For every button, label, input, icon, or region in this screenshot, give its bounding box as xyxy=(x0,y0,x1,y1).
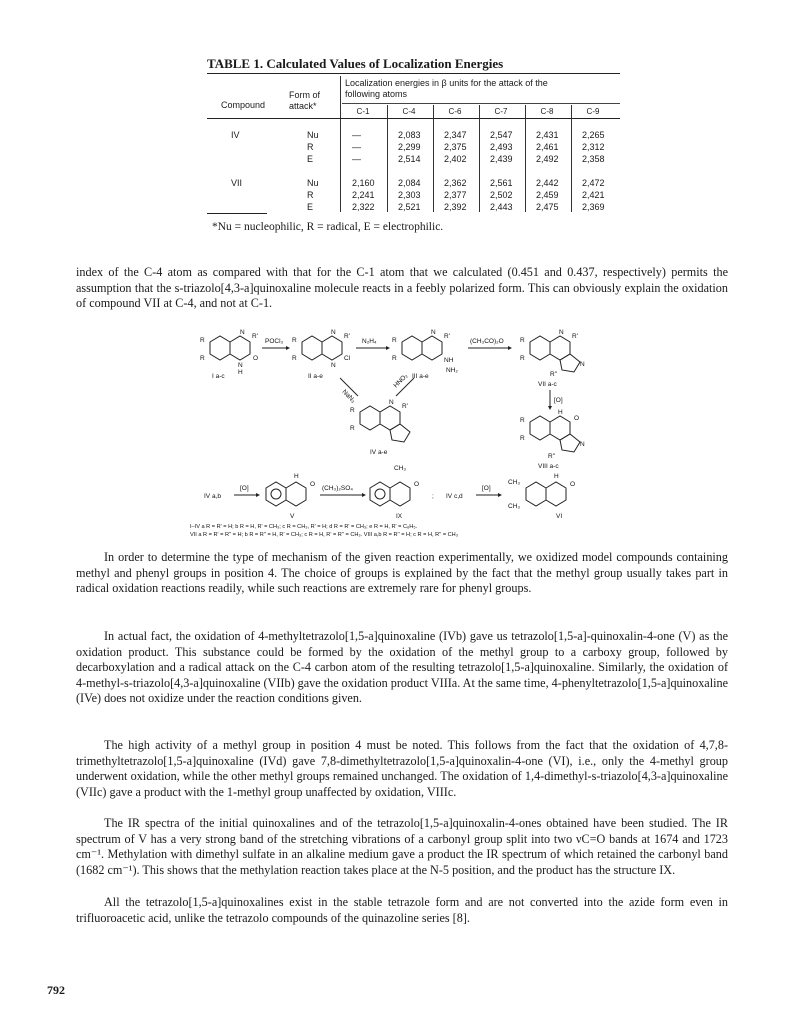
table-cell: 2,421 xyxy=(582,190,605,200)
svg-text:H: H xyxy=(294,473,299,480)
column-divider xyxy=(479,105,480,212)
reagent-ox-2: [O] xyxy=(240,485,249,492)
label-V: V xyxy=(290,513,295,520)
reagent-nan3: NaN₃ xyxy=(340,388,357,405)
table-cell: 2,322 xyxy=(352,202,375,212)
row-compound: IV xyxy=(231,130,240,140)
table-cell: 2,443 xyxy=(490,202,513,212)
svg-text:O: O xyxy=(570,481,576,488)
table-cell: 2,459 xyxy=(536,190,559,200)
svg-text:N: N xyxy=(431,329,436,336)
table-cell: 2,084 xyxy=(398,178,421,188)
reagent-pocl3: POCl₃ xyxy=(265,338,284,345)
table-cell: 2,461 xyxy=(536,142,559,152)
page-number: 792 xyxy=(47,983,65,997)
svg-text:R: R xyxy=(200,337,205,344)
reaction-scheme xyxy=(190,320,610,538)
svg-text:O: O xyxy=(414,481,420,488)
table-cell: 2,358 xyxy=(582,154,605,164)
svg-text:R: R xyxy=(520,337,525,344)
label-IV: IV a-e xyxy=(370,449,388,456)
molecule-V xyxy=(266,473,315,506)
label-VIII: VIII a-c xyxy=(538,463,559,470)
column-divider xyxy=(387,105,388,212)
svg-text:R': R' xyxy=(344,333,350,340)
paragraph-1: index of the C-4 atom as compared with that for the C-1 atom that we calculated (0.451 and 0.437, respectively) permits the assumption that the s-triazolo[4,3-a]quinoxaline molecule reacts in a feebly polarized form. This can obviously explain the oxidation of compound VII at C-4, and not at C-1. xyxy=(76,265,728,310)
table-cell: — xyxy=(352,142,361,152)
row-form: E xyxy=(307,154,314,164)
table-top-rule xyxy=(207,73,620,74)
table-cell: 2,521 xyxy=(398,202,421,212)
row-form: Nu xyxy=(307,178,319,188)
table-cell: 2,514 xyxy=(398,154,421,164)
separator: ; xyxy=(432,493,434,500)
svg-text:R': R' xyxy=(402,403,408,410)
label-II: II a-e xyxy=(308,373,323,380)
svg-text:R: R xyxy=(200,355,205,362)
svg-text:O: O xyxy=(310,481,316,488)
svg-text:N: N xyxy=(331,329,336,336)
table-cell: — xyxy=(352,130,361,140)
table-cell: 2,431 xyxy=(536,130,559,140)
molecule-VI xyxy=(508,473,575,510)
row-form: R xyxy=(307,142,314,152)
svg-text:N: N xyxy=(240,329,245,336)
svg-text:R: R xyxy=(520,435,525,442)
table-cell: 2,375 xyxy=(444,142,467,152)
table-cell: 2,303 xyxy=(398,190,421,200)
svg-text:R: R xyxy=(292,355,297,362)
table-cell: 2,493 xyxy=(490,142,513,152)
svg-text:O: O xyxy=(574,415,580,422)
table-cell: 2,265 xyxy=(582,130,605,140)
svg-text:N: N xyxy=(580,441,585,448)
svg-text:R': R' xyxy=(252,333,258,340)
svg-text:H: H xyxy=(554,473,559,480)
scheme-legend-2: VII a R = R' = R'' = H; b R = R'' = H, R' = CH₃; c R = H, R' = R'' = CH₃. VIII a,b R = R'' = H; c R = H, R'' = CH₃ xyxy=(190,532,459,538)
svg-text:N: N xyxy=(580,361,585,368)
column-divider xyxy=(433,105,434,212)
svg-text:R'': R'' xyxy=(550,371,558,378)
row-compound: VII xyxy=(231,178,243,188)
svg-text:CH₃: CH₃ xyxy=(508,479,521,486)
svg-text:R: R xyxy=(392,355,397,362)
svg-text:N: N xyxy=(389,399,394,406)
column-header: C-9 xyxy=(586,107,600,116)
label-III: III a-e xyxy=(412,373,429,380)
reagent-hno2: HNO₂ xyxy=(392,372,410,390)
molecule-VII xyxy=(520,329,585,378)
table-title: TABLE 1. Calculated Values of Localization Energies xyxy=(207,56,504,71)
svg-text:R'': R'' xyxy=(548,453,556,460)
label-IVcd: IV c,d xyxy=(446,493,463,500)
reagent-ac2o: (CH₃CO)₂O xyxy=(470,338,504,345)
table-cell: 2,362 xyxy=(444,178,467,188)
column-divider xyxy=(525,105,526,212)
svg-text:R: R xyxy=(392,337,397,344)
paragraph-3: In actual fact, the oxidation of 4-methyltetrazolo[1,5-a]quinoxaline (IVb) gave us tetrazolo[1,5-a]-quinoxalin-4-one (V) as the oxidation product. This substance could be formed by the oxidation of the methyl group to a carboxy group, followed by decarboxylation and a radical attack on the C-4 carbon atom of the resulting tetrazolo[1,5-a]quinoxaline. Similarly, the oxidation of 4-methyl-s-triazolo[4,3-a]quinoxaline (VIIb) gave the oxidation product VIIIa. At the same time, 4-phenyltetrazolo[1,5-a]quinoxaline (IVe) does not oxidize under the reaction conditions given. xyxy=(76,629,728,705)
reagent-ox-3: [O] xyxy=(482,485,491,492)
table-footnote: *Nu = nucleophilic, R = radical, E = electrophilic. xyxy=(212,221,444,233)
molecule-VIII xyxy=(520,409,585,460)
scheme-legend-1: I–IV a R = R' = H; b R = H, R' = CH₃; c R = CH₃, R' = H; d R = R' = CH₃; e R = H, R' = C₆H₅. xyxy=(190,524,418,530)
header-compound: Compound xyxy=(221,100,266,110)
table-cell: 2,472 xyxy=(582,178,605,188)
svg-text:O: O xyxy=(253,355,259,362)
column-header: C-8 xyxy=(540,107,554,116)
row-form: R xyxy=(307,190,314,200)
svg-text:R': R' xyxy=(572,333,578,340)
molecule-I xyxy=(200,329,258,376)
svg-text:CH₃: CH₃ xyxy=(394,465,407,472)
reagent-ox-1: [O] xyxy=(554,397,563,404)
svg-text:R: R xyxy=(292,337,297,344)
table-cell: 2,442 xyxy=(536,178,559,188)
label-VI: VI xyxy=(556,513,563,520)
label-IVab: IV a,b xyxy=(204,493,221,500)
row-form: E xyxy=(307,202,314,212)
header-form-line1: Form of xyxy=(289,90,321,100)
table-cell: 2,492 xyxy=(536,154,559,164)
table-cell: 2,369 xyxy=(582,202,605,212)
svg-text:NH: NH xyxy=(444,357,454,364)
header-form-line2: attack* xyxy=(289,101,317,111)
table-cell: 2,439 xyxy=(490,154,513,164)
table-cell: 2,392 xyxy=(444,202,467,212)
svg-text:R: R xyxy=(520,417,525,424)
table-cell: — xyxy=(352,154,361,164)
table-cell: 2,083 xyxy=(398,130,421,140)
header-sub-rule xyxy=(342,103,620,104)
table-cell: 2,347 xyxy=(444,130,467,140)
svg-text:Cl: Cl xyxy=(344,355,351,362)
paragraph-4: The high activity of a methyl group in position 4 must be noted. This follows from the fact that the oxidation of 4,7,8-trimethyltetrazolo[1,5-a]quinoxaline (IVd) gave 7,8-dimethyltetrazolo[1,5-a]quinoxalin-4-one (VI), i.e., only the 4-methyl group underwent oxidation, while the other methyl groups remained unchanged. The oxidation of 1,4-dimethyl-s-triazolo[4,3-a]quinoxaline (VIIc) gave a product with the 1-methyl group unaffected by oxidation, VIIIc. xyxy=(76,738,728,799)
molecule-IX xyxy=(370,465,419,506)
label-I: I a-c xyxy=(212,373,225,380)
molecule-III xyxy=(392,329,458,374)
svg-text:NH₂: NH₂ xyxy=(446,367,458,374)
table-cell: 2,377 xyxy=(444,190,467,200)
table-cell: 2,475 xyxy=(536,202,559,212)
table-cell: 2,299 xyxy=(398,142,421,152)
header-group-line1: Localization energies in β units for the attack of the xyxy=(345,78,548,88)
svg-text:R: R xyxy=(350,425,355,432)
label-IX: IX xyxy=(396,513,403,520)
svg-text:R: R xyxy=(350,407,355,414)
table-cell: 2,241 xyxy=(352,190,375,200)
paragraph-5: The IR spectra of the initial quinoxalines and of the tetrazolo[1,5-a]quinoxalin-4-ones obtained have been studied. The IR spectrum of V has a very strong band of the stretching vibrations of a carbonyl group split into two νC=O bands at 1674 and 1723 cm⁻¹. Methylation with dimethyl sulfate in an alkaline medium gave a product the IR spectrum of which retained the carbonyl band (1682 cm⁻¹). This shows that the methylation reaction takes place at the N-5 position, and the product has the structure IX. xyxy=(76,816,728,877)
svg-text:H: H xyxy=(238,369,243,376)
svg-text:N: N xyxy=(238,362,243,369)
table-cell: 2,502 xyxy=(490,190,513,200)
svg-text:H: H xyxy=(558,409,563,416)
header-group-line2: following atoms xyxy=(345,89,408,99)
table-cell: 2,312 xyxy=(582,142,605,152)
molecule-IV xyxy=(350,399,410,442)
label-VII: VII a-c xyxy=(538,381,557,388)
svg-text:N: N xyxy=(559,329,564,336)
paragraph-6: All the tetrazolo[1,5-a]quinoxalines exist in the stable tetrazole form and are not converted into the azide form even in trifluoroacetic acid, unlike the tetrazolo compounds of the quinazoline series [8]. xyxy=(76,895,728,925)
paragraph-2: In order to determine the type of mechanism of the given reaction experimentally, we oxidized model compounds containing methyl and phenyl groups in position 4. The choice of groups is explained by the fact that the methyl group usually takes part in radical oxidation reactions readily, while such reactions are extremely rare for phenyl groups. xyxy=(76,550,728,595)
molecule-II xyxy=(292,329,351,369)
svg-text:N: N xyxy=(331,362,336,369)
table-cell: 2,547 xyxy=(490,130,513,140)
column-divider xyxy=(571,105,572,212)
svg-text:R: R xyxy=(520,355,525,362)
reagent-n2h4: N₂H₄ xyxy=(362,338,377,345)
footnote-rule xyxy=(207,213,267,214)
column-header: C-6 xyxy=(448,107,462,116)
svg-text:CH₃: CH₃ xyxy=(508,503,521,510)
table-cell: 2,402 xyxy=(444,154,467,164)
column-header: C-7 xyxy=(494,107,508,116)
table-divider xyxy=(340,76,341,212)
svg-text:R': R' xyxy=(444,333,450,340)
column-header: C-1 xyxy=(356,107,370,116)
reagent-me2so4: (CH₃)₂SO₄ xyxy=(322,485,353,492)
column-header: C-4 xyxy=(402,107,416,116)
table-cell: 2,561 xyxy=(490,178,513,188)
table-cell: 2,160 xyxy=(352,178,375,188)
row-form: Nu xyxy=(307,130,319,140)
header-bottom-rule xyxy=(207,118,620,119)
